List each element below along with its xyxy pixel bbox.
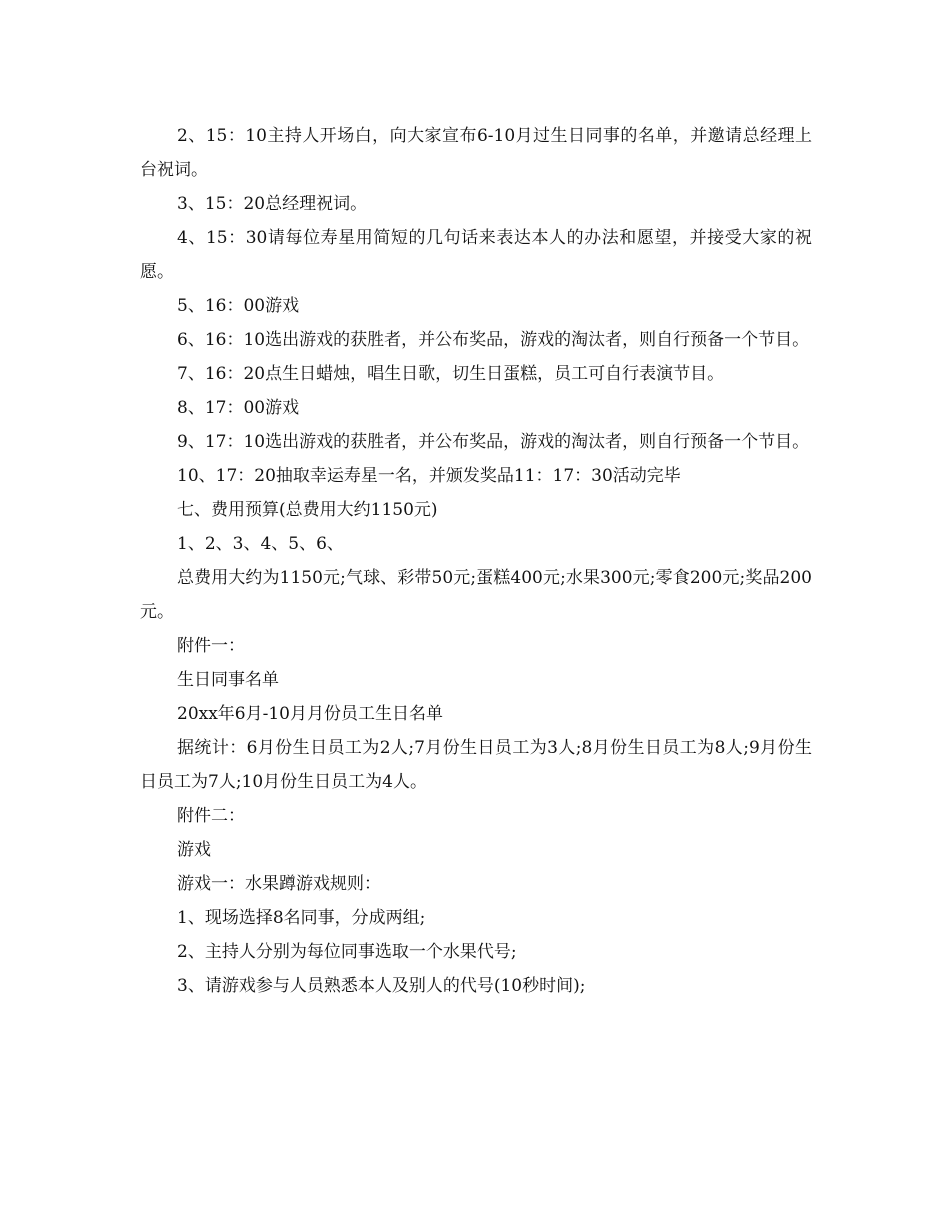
paragraph-schedule-6: 6、16：10选出游戏的获胜者，并公布奖品，游戏的淘汰者，则自行预备一个节目。 <box>177 330 810 350</box>
document-body <box>140 119 812 1003</box>
paragraph-schedule-8: 8、17：00游戏 <box>177 398 300 418</box>
paragraph-game-rule-3: 3、请游戏参与人员熟悉本人及别人的代号(10秒时间); <box>177 976 586 996</box>
paragraph-schedule-3: 3、15：20总经理祝词。 <box>177 194 368 214</box>
paragraph-schedule-10: 10、17：20抽取幸运寿星一名，并颁发奖品11：17：30活动完毕 <box>177 466 681 486</box>
heading-appendix-two: 附件二： <box>177 806 245 826</box>
paragraph-statistics: 据统计：6月份生日员工为2人;7月份生日员工为3人;8月份生日员工为8人;9月份生日员工为7人;10月份生日员工为4人。 <box>140 738 812 792</box>
paragraph-game-rule-2: 2、主持人分别为每位同事选取一个水果代号; <box>177 942 517 962</box>
heading-games: 游戏 <box>177 840 211 860</box>
paragraph-schedule-9: 9、17：10选出游戏的获胜者，并公布奖品，游戏的淘汰者，则自行预备一个节目。 <box>177 432 810 452</box>
paragraph-schedule-5: 5、16：00游戏 <box>177 296 300 316</box>
paragraph-schedule-2: 2、15：10主持人开场白，向大家宣布6-10月过生日同事的名单，并邀请总经理上台祝词。 <box>140 126 812 180</box>
paragraph-budget-list: 1、2、3、4、5、6、 <box>177 534 344 554</box>
heading-game-one: 游戏一：水果蹲游戏规则： <box>177 874 381 894</box>
heading-birthday-list: 生日同事名单 <box>177 670 279 690</box>
paragraph-birthday-list-title: 20xx年6月-10月月份员工生日名单 <box>177 704 443 724</box>
paragraph-budget-total: 总费用大约为1150元;气球、彩带50元;蛋糕400元;水果300元;零食200元;奖品200元。 <box>140 568 812 622</box>
heading-appendix-one: 附件一： <box>177 636 245 656</box>
paragraph-schedule-7: 7、16：20点生日蜡烛，唱生日歌，切生日蛋糕，员工可自行表演节目。 <box>177 364 725 384</box>
section-heading-budget: 七、费用预算(总费用大约1150元) <box>177 500 438 520</box>
paragraph-game-rule-1: 1、现场选择8名同事，分成两组; <box>177 908 426 928</box>
paragraph-schedule-4: 4、15：30请每位寿星用简短的几句话来表达本人的办法和愿望，并接受大家的祝愿。 <box>140 228 812 282</box>
